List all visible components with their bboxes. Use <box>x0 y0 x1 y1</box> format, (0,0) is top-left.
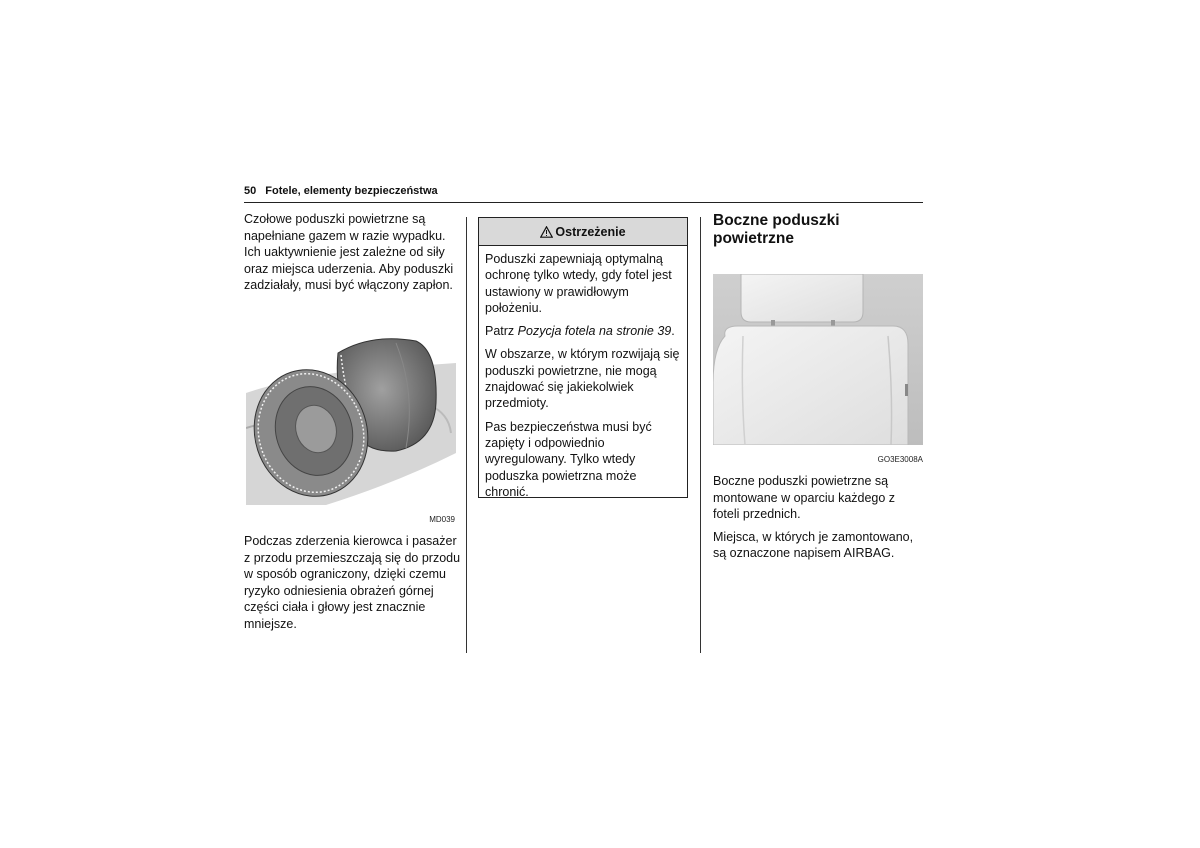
warning-no-objects: W obszarze, w którym rozwijają się poduszki powietrzne, nie mogą znajdować się jakiekolwiek przedmioty. <box>485 347 680 411</box>
headrest <box>741 274 863 326</box>
warning-box <box>478 217 688 498</box>
column-divider-left <box>466 217 467 653</box>
warning-seatbelt: Pas bezpieczeństwa musi być zapięty i odpowiednio wyregulowany. Tylko wtedy poduszka powietrzna może chronić. <box>485 419 652 499</box>
section-title: Boczne poduszki powietrzne <box>713 212 840 247</box>
collision-paragraph: Podczas zderzenia kierowca i pasażer z przodu przemieszczają się do przodu w sposób ograniczony, dzięki czemu ryzyko odniesienia obrażeń górnej części ciała i głowy jest znacznie mniejsze. <box>244 534 461 631</box>
side-airbag-caption: GO3E3008A <box>877 455 923 464</box>
right-column-text <box>713 473 923 562</box>
chapter-title: Fotele, elementy bezpieczeństwa <box>265 185 438 197</box>
warning-body <box>479 246 687 500</box>
intro-paragraph: Czołowe poduszki powietrzne są napełniane gazem w razie wypadku. Ich uaktywnienie jest zależne od siły oraz miejsca uderzenia. Aby poduszki zadziałały, musi być włączony zapłon. <box>244 212 454 293</box>
left-column-intro <box>244 211 459 294</box>
warning-triangle-icon <box>540 226 553 238</box>
airbag-label-paragraph: Miejsca, w których je zamontowano, są oznaczone napisem AIRBAG. <box>713 529 914 561</box>
page-header <box>244 185 923 203</box>
front-airbag-caption: MD039 <box>429 515 455 524</box>
page-number: 50 <box>244 185 257 197</box>
warning-header <box>479 218 687 246</box>
warning-seat-position: Poduszki zapewniają optymalną ochronę tylko wtedy, gdy fotel jest ustawiony w prawidłowym położeniu. <box>485 252 672 315</box>
warning-reference: Patrz Pozycja fotela na stronie 39. <box>485 324 675 339</box>
side-airbag-seat-illustration <box>713 274 923 445</box>
seat-backrest <box>713 326 908 445</box>
front-airbag-illustration <box>246 333 456 505</box>
left-column-collision <box>244 533 462 633</box>
side-airbag-paragraph: Boczne poduszki powietrzne są montowane w oparciu każdego z foteli przednich. <box>713 474 896 522</box>
warning-title: Ostrzeżenie <box>555 224 626 239</box>
reference-link[interactable]: Pozycja fotela na stronie 39 <box>517 324 672 339</box>
column-divider-right <box>700 217 701 653</box>
